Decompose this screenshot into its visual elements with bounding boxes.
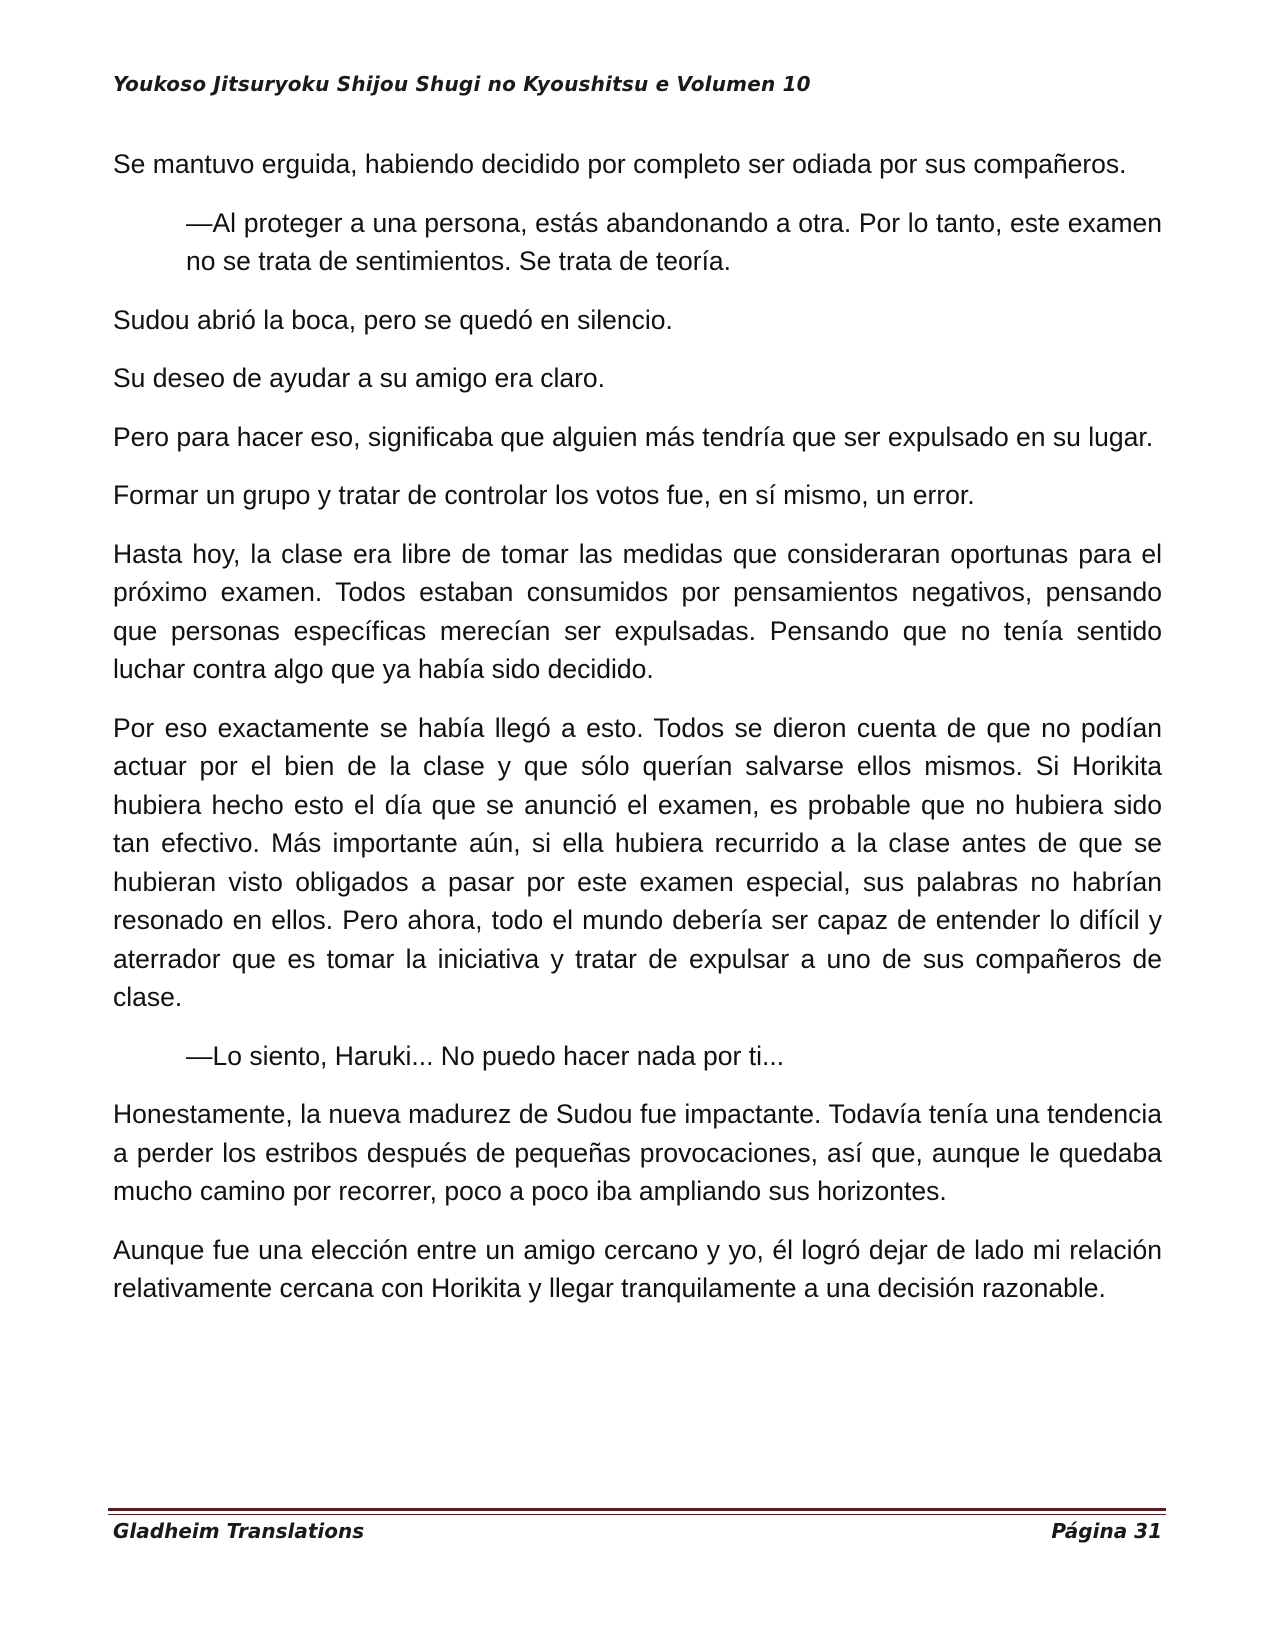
footer-page-number: Página 31: [1051, 1519, 1162, 1543]
dialogue-paragraph: —Lo siento, Haruki... No puedo hacer nada por ti...: [186, 1040, 785, 1071]
paragraph: Honestamente, la nueva madurez de Sudou fue impactante. Todavía tenía una tendencia a perder los estribos después de pequeñas provocaciones, así que, aunque le quedaba mucho camino por recorrer, poco a poco iba ampliando sus horizontes.: [113, 1099, 1162, 1206]
footer-translator-credit: Gladheim Translations: [113, 1519, 365, 1543]
paragraph: Sudou abrió la boca, pero se quedó en silencio.: [113, 304, 673, 335]
footer-divider: [108, 1508, 1166, 1511]
footer-divider-thin: [108, 1514, 1166, 1515]
paragraph: Formar un grupo y tratar de controlar los votos fue, en sí mismo, un error.: [113, 480, 975, 510]
page-header-title: Youkoso Jitsuryoku Shijou Shugi no Kyoushitsu e Volumen 10: [113, 72, 811, 96]
paragraph: Por eso exactamente se había llegó a esto. Todos se dieron cuenta de que no podían actuar por el bien de la clase y que sólo querían salvarse ellos mismos. Si Horikita hubiera hecho esto el día que se anunció el examen, es probable que no hubiera sido tan efectivo. Más importante aún, si ella hubiera recurrido a la clase antes de que se hubieran visto obligados a pasar por este examen especial, sus palabras no habrían resonado en ellos. Pero ahora, todo el mundo debería ser capaz de entender lo difícil y aterrador que es tomar la iniciativa y tratar de expulsar a uno de sus compañeros de clase.: [113, 712, 1162, 1012]
paragraph: Aunque fue una elección entre un amigo cercano y yo, él logró dejar de lado mi relación relativamente cercana con Horikita y llegar tranquilamente a una decisión razonable.: [113, 1234, 1162, 1303]
document-body: [113, 145, 1162, 1328]
paragraph: Se mantuvo erguida, habiendo decidido por completo ser odiada por sus compañeros.: [113, 149, 1127, 179]
dialogue-paragraph: —Al proteger a una persona, estás abandonando a otra. Por lo tanto, este examen no se trata de sentimientos. Se trata de teoría.: [186, 207, 1162, 276]
paragraph: Su deseo de ayudar a su amigo era claro.: [113, 363, 606, 393]
paragraph: Pero para hacer eso, significaba que alguien más tendría que ser expulsado en su lugar.: [113, 421, 1154, 452]
paragraph: Hasta hoy, la clase era libre de tomar las medidas que consideraran oportunas para el próximo examen. Todos estaban consumidos por pensamientos negativos, pensando que personas específicas merecían ser expulsadas. Pensando que no tenía sentido luchar contra algo que ya había sido decidido.: [113, 538, 1162, 684]
